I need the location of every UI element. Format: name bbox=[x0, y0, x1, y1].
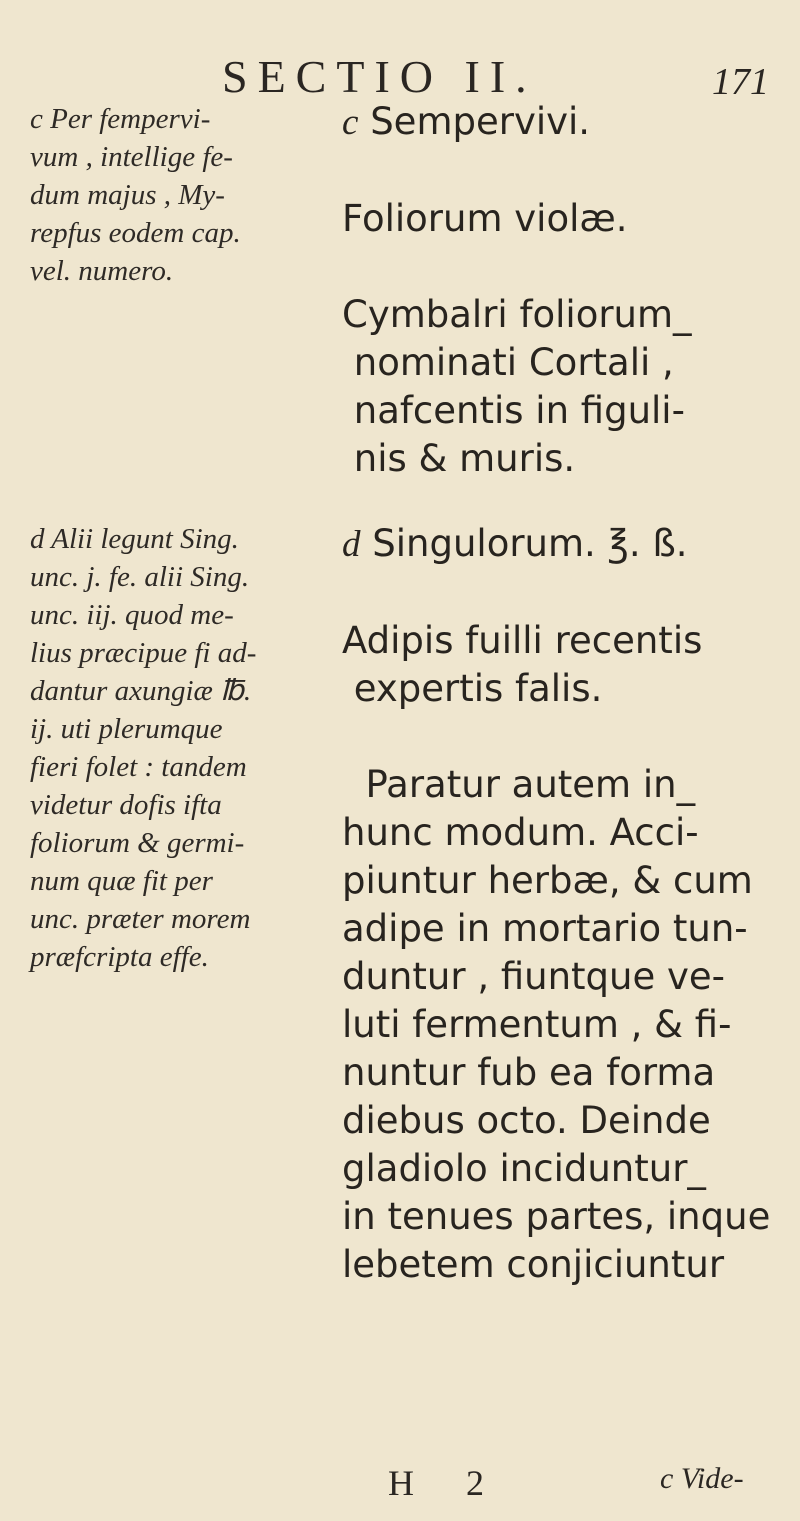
note-marker-c: c bbox=[342, 102, 359, 143]
note-marker-d: d bbox=[342, 524, 361, 565]
main-text-1: Sempervivi. Foliorum violæ. Cymbalri foliorum_ nominati Cortali , nafcentis in figuli- nis & muris. bbox=[342, 100, 692, 480]
marginal-note-d: d Alii legunt Sing. unc. j. fe. alii Sing. unc. iij. quod me- lius præcipue fi ad- dantur axungiæ ℔. ij. uti plerumque fieri folet : tandem videtur dofis ifta foliorum & germi- num quæ fit per unc. præter morem præfcripta effe. bbox=[30, 523, 257, 973]
catchword: c Vide- bbox=[660, 1462, 744, 1495]
marginal-note-c: c Per fempervi- vum , intellige fe- dum majus , My- repfus eodem cap. vel. numero. bbox=[30, 103, 241, 287]
signature-mark: H bbox=[388, 1463, 414, 1503]
main-text-2: Singulorum. ℥. ß. Adipis fuilli recentis expertis falis. Paratur autem in_ hunc modum. Acci- piuntur herbæ, & cum adipe in mortario tun- duntur , fiuntque ve- luti fermentum , & fi- nuntur fub ea forma diebus octo. Deinde gladiolo inciduntur_ in tenues partes, inque lebetem conjiciuntur bbox=[342, 522, 771, 1286]
signature-number: 2 bbox=[466, 1463, 484, 1503]
page-number: 171 bbox=[712, 61, 769, 103]
running-header: SECTIO II. bbox=[222, 51, 537, 102]
main-text-block-1 bbox=[342, 98, 692, 483]
main-text-block-2 bbox=[342, 520, 770, 1289]
